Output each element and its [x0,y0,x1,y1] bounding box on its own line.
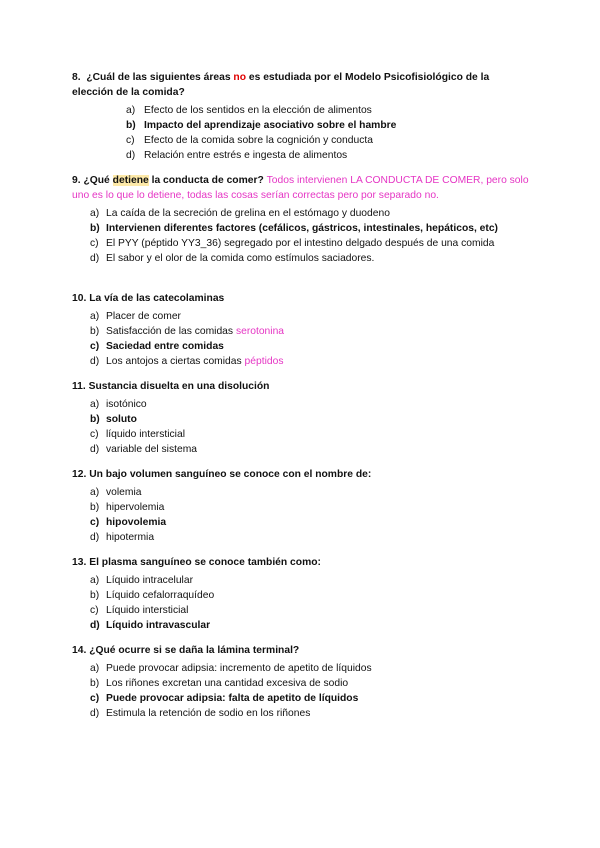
question-12 [72,467,530,545]
option-b: b) Líquido cefalorraquídeo [90,590,215,601]
question-8-text: 8. ¿Cuál de las siguientes áreas no es estudiada por el Modelo Psicofisiológico de la elección de la comida? [72,72,490,98]
options-list [72,573,530,633]
options-list [72,485,530,545]
option-d: d) El sabor y el olor de la comida como estímulos saciadores. [90,253,375,264]
option-a: a) Efecto de los sentidos en la elección de alimentos [126,105,372,116]
option-b: b) Satisfacción de las comidas serotonina [90,326,285,337]
question-number: 9. [72,175,81,186]
option-c-correct: c) Saciedad entre comidas [90,341,224,352]
emphasis-no: no [233,72,247,83]
option-c: c) Líquido intersticial [90,605,189,616]
option-b-correct: b) soluto [90,414,137,425]
option-c: c) líquido intersticial [90,429,185,440]
annotation-note: Todos intervienen LA CONDUCTA DE COMER, pero solo uno es lo que lo detiene, todas las cosas serían correctas pero por separado no. [72,175,529,201]
question-13 [72,555,530,633]
options-list [72,103,530,163]
options-list [72,206,530,266]
question-number: 14. [72,645,87,656]
annotation-peptidos: péptidos [244,356,284,367]
option-c: c) El PYY (péptido YY3_36) segregado por el intestino delgado después de una comida [90,238,495,249]
option-b: b) hipervolemia [90,502,165,513]
option-c: c) Efecto de la comida sobre la cognición y conducta [126,135,373,146]
question-10-text: 10. La vía de las catecolaminas [72,293,225,304]
question-number: 13. [72,557,87,568]
question-13-text: 13. El plasma sanguíneo se conoce también como: [72,557,321,568]
question-9 [72,173,530,266]
question-number: 11. [72,381,86,392]
question-9-text: 9. ¿Qué detiene la conducta de comer? Todos intervienen LA CONDUCTA DE COMER, pero solo uno es lo que lo detiene, todas las cosas serían correctas pero por separado no. [72,175,529,201]
option-b: b) Los riñones excretan una cantidad excesiva de sodio [90,678,349,689]
question-number: 10. [72,293,87,304]
option-a: a) Líquido intracelular [90,575,194,586]
options-list [72,661,530,721]
option-d: d) Los antojos a ciertas comidas péptidos [90,356,284,367]
options-list [72,309,530,369]
option-d: d) variable del sistema [90,444,197,455]
option-b-correct: b) Intervienen diferentes factores (cefálicos, gástricos, intestinales, hepáticos, etc) [90,223,498,234]
option-c-correct: c) hipovolemia [90,517,167,528]
option-a: a) volemia [90,487,142,498]
highlight-detiene: detiene [112,175,149,186]
option-d: d) Estimula la retención de sodio en los riñones [90,708,311,719]
annotation-serotonina: serotonina [235,326,285,337]
option-b-correct: b) Impacto del aprendizaje asociativo sobre el hambre [126,120,397,131]
option-d: d) hipotermia [90,532,155,543]
option-c-correct: c) Puede provocar adipsia: falta de apetito de líquidos [90,693,359,704]
option-a: a) Puede provocar adipsia: incremento de apetito de líquidos [90,663,372,674]
question-number: 12. [72,469,87,480]
question-14-text: 14. ¿Qué ocurre si se daña la lámina terminal? [72,645,300,656]
option-d: d) Relación entre estrés e ingesta de alimentos [126,150,348,161]
options-list [72,397,530,457]
option-a: a) La caída de la secreción de grelina en el estómago y duodeno [90,208,390,219]
question-8 [72,70,530,163]
question-11-text: 11. Sustancia disuelta en una disolución [72,381,270,392]
option-a: a) Placer de comer [90,311,181,322]
question-12-text: 12. Un bajo volumen sanguíneo se conoce con el nombre de: [72,469,372,480]
option-d-correct: d) Líquido intravascular [90,620,211,631]
question-11 [72,379,530,457]
option-a: a) isotónico [90,399,147,410]
question-number: 8. [72,72,81,83]
question-14 [72,643,530,721]
question-10 [72,291,530,369]
